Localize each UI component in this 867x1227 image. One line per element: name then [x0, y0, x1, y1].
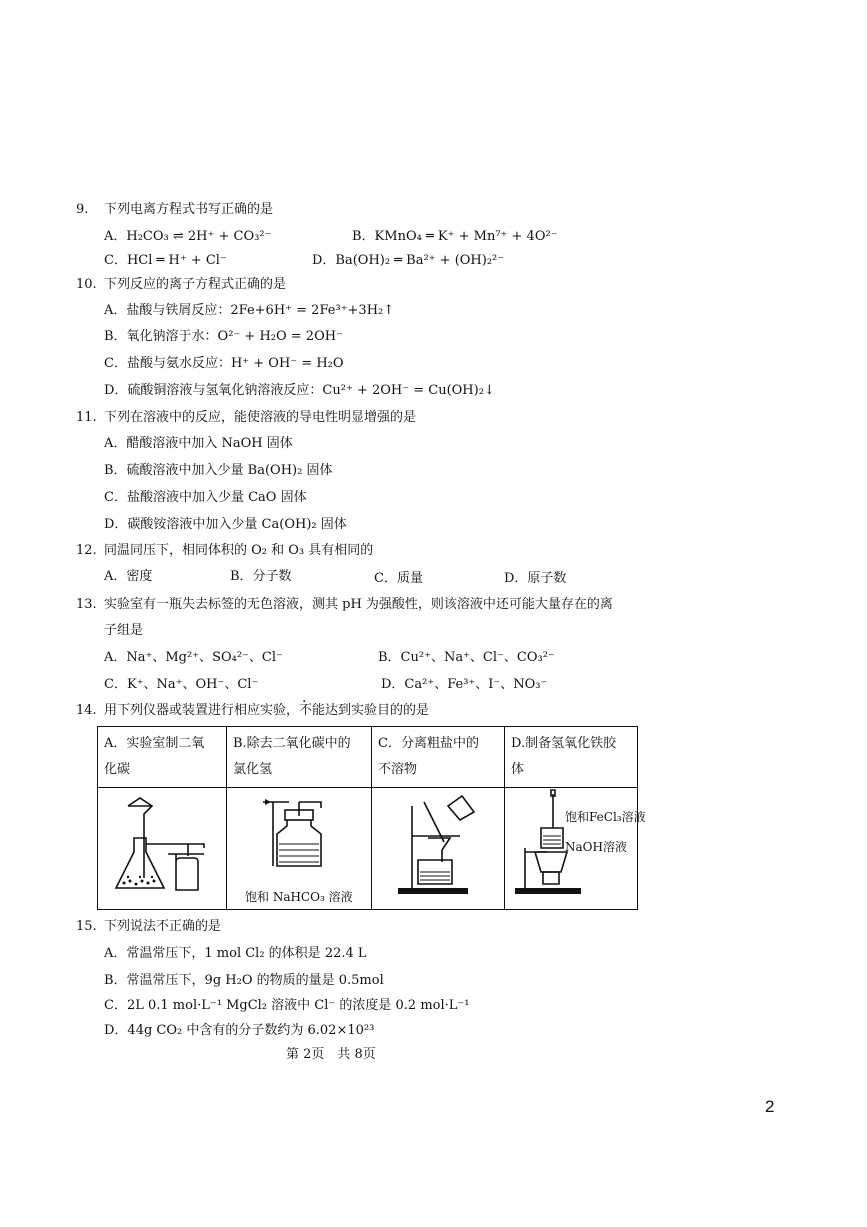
q14-stem-pre: 用下列仪器或装置进行相应实验，: [104, 703, 300, 718]
q9-stem: 下列电离方程式书写正确的是: [104, 202, 274, 217]
q13-number: 13.: [76, 597, 97, 612]
q14-figure-c: [372, 788, 505, 910]
q14-stem-emphasis: 不能: [299, 703, 326, 718]
q14-cell-d-line2: 体: [511, 762, 525, 777]
q14-stem: [104, 702, 429, 720]
q13-option-d: D．Ca²⁺、Fe³⁺、I⁻、NO₃⁻: [381, 677, 548, 692]
q11-option-d: D．碳酸铵溶液中加入少量 Ca(OH)₂ 固体: [104, 517, 347, 532]
q14-cell-b-caption: [227, 727, 372, 788]
q14-number: 14.: [76, 703, 97, 718]
q13-option-a: A．Na⁺、Mg²⁺、SO₄²⁻、Cl⁻: [104, 650, 283, 665]
table-row: [98, 788, 638, 910]
q15-stem: 下列说法不正确的是: [104, 919, 222, 934]
q10-option-c: C．盐酸与氨水反应：H⁺ + OH⁻ = H₂O: [104, 356, 344, 371]
q14-figure-d-label-naoh: NaOH溶液: [565, 840, 627, 854]
q14-cell-c-line2: 不溶物: [378, 762, 418, 777]
q11-stem: 下列在溶液中的反应，能使溶液的导电性明显增强的是: [104, 410, 417, 425]
table-row: [98, 727, 638, 788]
q14-figure-d: [505, 788, 646, 910]
q9-option-c: C．HCl ═ H⁺ + Cl⁻: [104, 253, 227, 268]
q10-option-b: B．氧化钠溶于水：O²⁻ + H₂O = 2OH⁻: [104, 329, 343, 344]
q14-cell-a-line1: A．实验室制二氧: [104, 736, 205, 751]
q14-figure-a: [98, 788, 227, 910]
q15-option-b: B．常温常压下，9g H₂O 的物质的量是 0.5mol: [104, 973, 384, 988]
q10-option-d: D．硫酸铜溶液与氢氧化钠溶液反应：Cu²⁺ + 2OH⁻ = Cu(OH)₂↓: [104, 383, 495, 398]
q12-number: 12.: [76, 543, 97, 558]
q14-cell-b-line1: B.除去二氧化碳中的: [233, 736, 351, 751]
q14-figure-b: [227, 788, 372, 910]
page-footer: 第 2页 共 8页: [286, 1047, 376, 1062]
q12-option-b: B．分子数: [230, 569, 292, 584]
q10-number: 10.: [76, 277, 97, 292]
q9-number: 9.: [76, 202, 89, 217]
q12-option-c: C．质量: [374, 571, 423, 586]
q10-stem: 下列反应的离子方程式正确的是: [104, 277, 287, 292]
q14-cell-b-line2: 氯化氢: [233, 762, 273, 777]
q14-cell-a-caption: [98, 727, 227, 788]
q11-option-a: A．醋酸溶液中加入 NaOH 固体: [104, 436, 293, 451]
q14-figure-d-label-fecl3: 饱和FeCl₃溶液: [565, 810, 646, 824]
q13-option-c: C．K⁺、Na⁺、OH⁻、Cl⁻: [104, 677, 259, 692]
q10-option-a: A．盐酸与铁屑反应：2Fe+6H⁺ = 2Fe³⁺+3H₂↑: [104, 303, 395, 318]
q14-cell-d-caption: [505, 727, 638, 788]
q14-cell-d-line1: D.制备氢氧化铁胶: [511, 736, 617, 751]
q13-option-b: B．Cu²⁺、Na⁺、Cl⁻、CO₃²⁻: [378, 650, 555, 665]
q12-option-a: A．密度: [104, 569, 153, 584]
q14-cell-c-line1: C．分离粗盐中的: [378, 736, 479, 751]
q11-option-c: C．盐酸溶液中加入少量 CaO 固体: [104, 490, 307, 505]
q15-option-d: D．44g CO₂ 中含有的分子数约为 6.02×10²³: [104, 1023, 375, 1038]
co2-generator-apparatus: [98, 788, 226, 909]
q12-stem: 同温同压下，相同体积的 O₂ 和 O₃ 具有相同的: [104, 543, 374, 558]
q11-number: 11.: [76, 410, 97, 425]
q9-option-b: B．KMnO₄ ═ K⁺ + Mn⁷⁺ + 4O²⁻: [352, 229, 558, 244]
page-number: 2: [765, 1097, 775, 1116]
q9-option-a: A．H₂CO₃ ⇌ 2H⁺ + CO₃²⁻: [104, 229, 272, 244]
q9-option-d: D．Ba(OH)₂ ═ Ba²⁺ + (OH)₂²⁻: [312, 253, 505, 268]
q11-option-b: B．硫酸溶液中加入少量 Ba(OH)₂ 固体: [104, 463, 333, 478]
q15-option-c: C．2L 0.1 mol·L⁻¹ MgCl₂ 溶液中 Cl⁻ 的浓度是 0.2 mol·L⁻¹: [104, 998, 470, 1013]
q14-figure-b-label: 饱和 NaHCO₃ 溶液: [245, 890, 353, 904]
q13-stem-line2: 子组是: [104, 623, 144, 638]
q12-option-d: D．原子数: [504, 571, 567, 586]
filtration-apparatus: [372, 788, 504, 909]
q14-cell-c-caption: [372, 727, 505, 788]
q14-cell-a-line2: 化碳: [104, 762, 131, 777]
q14-apparatus-table: [97, 726, 646, 910]
q13-stem-line1: 实验室有一瓶失去标签的无色溶液，测其 pH 为强酸性，则该溶液中还可能大量存在的离: [104, 597, 613, 612]
q15-number: 15.: [76, 919, 97, 934]
q14-stem-post: 达到实验目的的是: [325, 703, 430, 718]
q15-option-a: A．常温常压下，1 mol Cl₂ 的体积是 22.4 L: [104, 946, 367, 961]
